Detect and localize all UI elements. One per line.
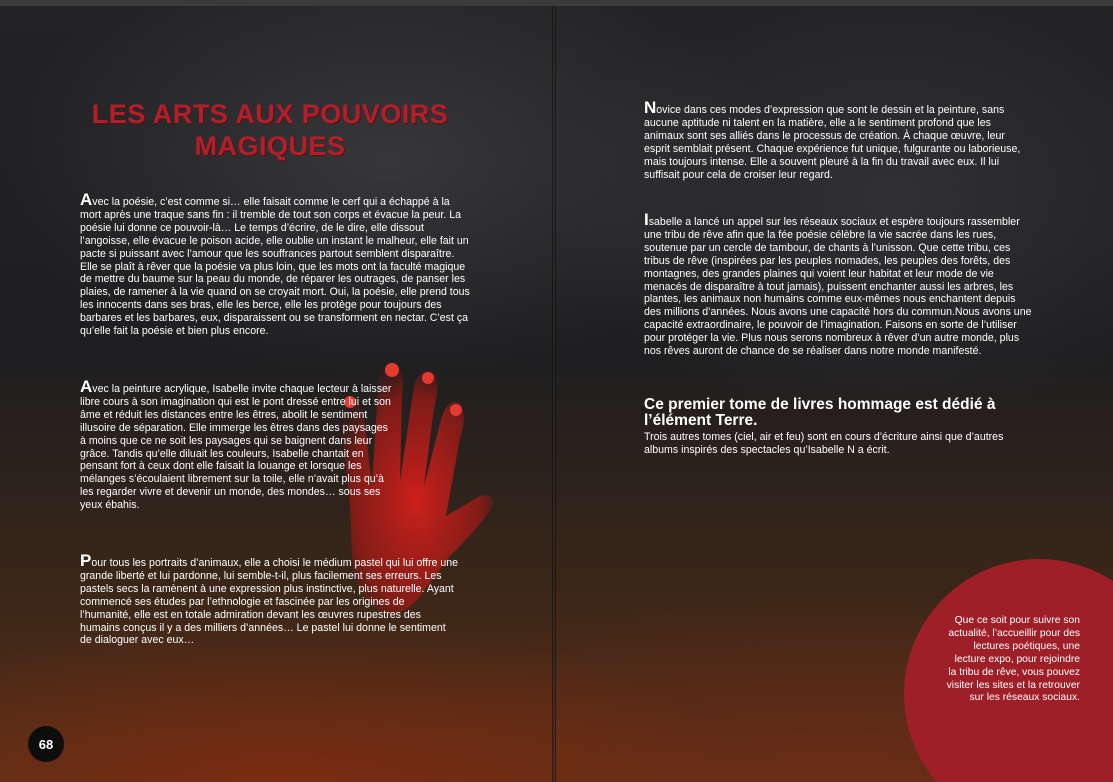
drop-cap: A	[80, 190, 93, 209]
paragraph-text: vec la peinture acrylique, Isabelle invite chaque lecteur à laisser libre cours à son imagination qui est le pont dressé entre lui et son âme et réduit les distances entre les êtres, abolit le sentiment illusoire de séparation. Elle immerge les êtres dans des paysages à moins que ce ne soit les paysages qui se baignent dans leur grâce. Tandis qu’elle diluait les couleurs, Isabelle chantait en pensant fort à ceux dont elle faisait la louange et lorsque les mélanges s’écoulaient librement sur la toile, elle n’avait plus qu’à les regarder vivre et devenir un monde, des mondes… sous ses yeux ébahis.	[80, 383, 392, 512]
magazine-spread	[0, 6, 1113, 782]
drop-cap: P	[80, 551, 92, 570]
drop-cap: A	[80, 377, 93, 396]
paragraph-text: ovice dans ces modes d’expression que sont le dessin et la peinture, sans aucune aptitude ni talent en la matière, elle a le sentiment profond que les animaux sont ses alliés dans le processus de création. À chaque œuvre, leur esprit semblait présent. Chaque expérience fut unique, fulgurante ou laborieuse, mais toujours intense. Elle a souvent pleuré à la fin du travail avec eux. Il lui suffisait pour cela de croiser leur regard.	[644, 104, 1021, 181]
volumes-paragraph: Trois autres tomes (ciel, air et feu) sont en cours d’écriture ainsi que d’autres albums inspirés des spectacles qu’Isabelle N a écrit.	[644, 431, 1004, 456]
paragraph-text: our tous les portraits d’animaux, elle a choisi le médium pastel qui lui offre une grande liberté et lui pardonne, lui semble-t-il, plus facilement ses erreurs. Les pastels secs la ramènent à une expression plus instinctive, plus naturelle. Ayant commencé ses études par l’ethnologie et fascinée par les origines de l’humanité, elle est en totale admiration devant les œuvres rupestres des humains conçus il y a des milliers d’années… Le pastel lui donne le sentiment de dialoguer avec eux…	[80, 557, 459, 647]
section-heading: Ce premier tome de livres hommage est dédié à l’élément Terre.	[644, 396, 996, 429]
page-number-badge: 68	[28, 726, 64, 762]
tribe-paragraph	[644, 210, 1034, 358]
paragraph-text: vec la poésie, c’est comme si… elle faisait comme le cerf qui a échappé à la mort après une traque sans fin : il tremble de tout son corps et évacue la peur. La poésie lui donne ce pouvoir-là… Le temps d’écrire, de le dire, elle dissout l’angoisse, elle évacue le poison acide, elle oublie un instant le malheur, elle fait un pacte si puissant avec l’amour que les souffrances partout semblent disparaître. Elle se plaît à rêver que la poésie va plus loin, que les mots ont la faculté magique de mettre du baume sur la peau du monde, de réparer les outrages, de panser les plaies, de ramener à la vie quand on se croyait mort. Oui, la poésie, elle prend tous les innocents dans ses bras, elle les berce, elle les protège pour toujours des barbares et les barbares, eux, disparaissent ou se transforment en nectar. C’est ça qu’elle fait la poésie et bien plus encore.	[80, 196, 470, 338]
pastel-paragraph	[80, 551, 459, 647]
drop-cap: N	[644, 98, 657, 117]
painting-paragraph	[80, 377, 392, 512]
page-title: LES ARTS AUX POUVOIRS MAGIQUES	[91, 99, 449, 161]
poetry-paragraph	[80, 190, 472, 338]
drop-cap: I	[644, 210, 649, 229]
promo-text: Que ce soit pour suivre son actualité, l’accueillir pour des lectures poétiques, une lecture expo, pour rejoindre la tribu de rêve, vous pouvez visiter les sites et la retrouver sur les réseaux sociaux.	[946, 615, 1080, 704]
left-page	[0, 6, 554, 782]
paragraph-text: sabelle a lancé un appel sur les réseaux sociaux et espère toujours rassembler une tribu de rêve afin que la fée poésie célèbre la vie sacrée dans les rues, soutenue par un cercle de tambour, de chants à l’unisson. Que cette tribu, ces tribus de rêve (inspirées par les peuples nomades, les peuples des forêts, des montagnes, des grandes plaines qui voient leur habitat et leur mode de vie menacés de disparaître à tout jamais), puissent enchanter aussi les arbres, les plantes, les animaux non humains comme eux-mêmes nous enchantent depuis des millions d’années. Nous avons une capacité hors du commun.Nous avons une capacité extraordinaire, le pouvoir de l’imagination. Faisons en sorte de l’utiliser pour protéger la vie. Plus nous serons nombreux à rêver d’un autre monde, plus nos rêves auront de chance de se réaliser dans notre monde manifesté.	[644, 216, 1032, 358]
novice-paragraph	[644, 98, 1030, 181]
